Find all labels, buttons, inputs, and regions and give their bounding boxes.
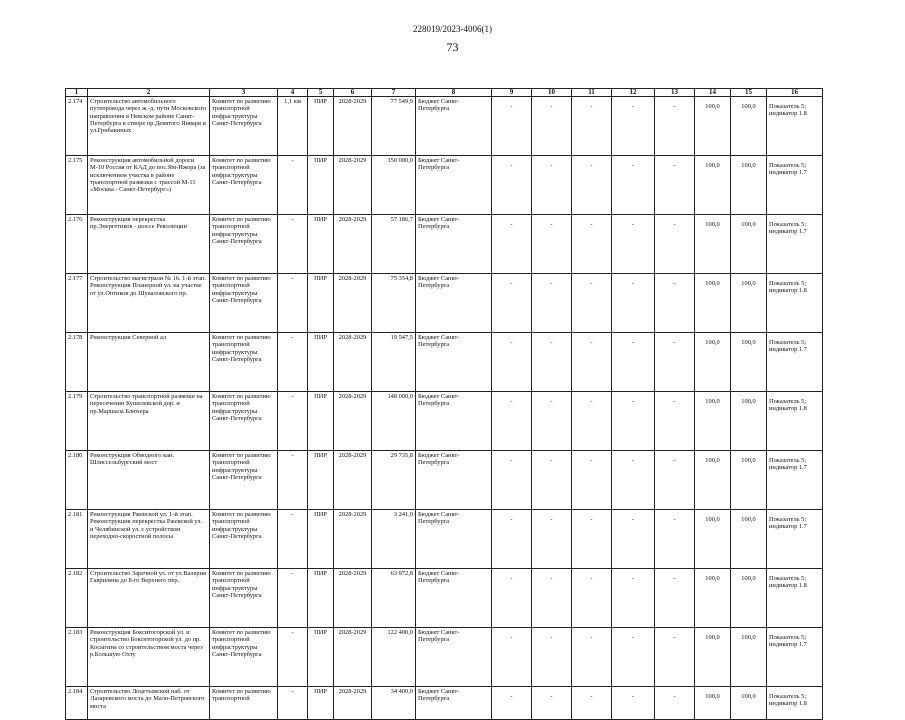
table-cell: Бюджет Санкт-Петербурга: [416, 392, 492, 451]
table-cell: -: [612, 156, 655, 215]
table-cell: 100,0: [731, 451, 767, 510]
column-number: 6: [334, 89, 372, 97]
table-cell: Реконструкция Бокситогорской ул. и строительство Бокситогорской ул. до пр. Косыгина со строительством моста через р.Большую Охту: [88, 628, 210, 687]
table-cell: -: [572, 333, 612, 392]
table-cell: 100,0: [731, 569, 767, 628]
table-cell: -: [492, 333, 532, 392]
table-cell: ПИР: [308, 215, 334, 274]
table-cell: -: [532, 628, 572, 687]
table-cell: Комитет по развитию транспортной: [210, 687, 278, 720]
table-cell: -: [655, 569, 695, 628]
table-cell: 77 549,9: [372, 97, 416, 156]
table-cell: -: [612, 274, 655, 333]
table-cell: 2.178: [66, 333, 88, 392]
table-cell: 100,0: [731, 392, 767, 451]
table-cell: 100,0: [695, 215, 731, 274]
table-cell: Комитет по развитию транспортной инфраструктуры Санкт-Петербурга: [210, 274, 278, 333]
table-cell: ПИР: [308, 451, 334, 510]
table-cell: -: [532, 215, 572, 274]
table-cell: 2.174: [66, 97, 88, 156]
table-cell: Строительство транспортной развязки на пересечении Кушелевской дор. и пр.Маршала Блюхера: [88, 392, 210, 451]
table-cell: 2.180: [66, 451, 88, 510]
table-row: [66, 333, 823, 392]
table-cell: -: [572, 510, 612, 569]
table-cell: 34 400,0: [372, 687, 416, 720]
table-cell: -: [612, 215, 655, 274]
table-cell: Показатель 5; индикатор 1.7: [767, 510, 823, 569]
table-cell: 148 000,0: [372, 392, 416, 451]
table-cell: 2028-2029: [334, 569, 372, 628]
table-cell: -: [278, 333, 308, 392]
table-cell: Бюджет Санкт-Петербурга: [416, 569, 492, 628]
table-cell: 2028-2029: [334, 687, 372, 720]
table-cell: -: [655, 156, 695, 215]
table-cell: 100,0: [731, 156, 767, 215]
table-cell: 100,0: [695, 274, 731, 333]
table-cell: -: [278, 156, 308, 215]
table-cell: -: [278, 451, 308, 510]
table-cell: 2.181: [66, 510, 88, 569]
table-cell: 2.182: [66, 569, 88, 628]
table-row: [66, 687, 823, 720]
table-cell: 100,0: [695, 392, 731, 451]
column-number: 15: [731, 89, 767, 97]
table-row: [66, 156, 823, 215]
table-cell: Комитет по развитию транспортной инфраструктуры Санкт-Петербурга: [210, 215, 278, 274]
table-cell: Комитет по развитию транспортной инфраструктуры Санкт-Петербурга: [210, 569, 278, 628]
table-cell: -: [492, 274, 532, 333]
table-cell: Комитет по развитию транспортной инфраструктуры Санкт-Петербурга: [210, 156, 278, 215]
table-cell: Реконструкция Обводного кан. Шлиссельбургский мост: [88, 451, 210, 510]
table-cell: -: [278, 569, 308, 628]
table-cell: -: [532, 392, 572, 451]
table-cell: Бюджет Санкт-Петербурга: [416, 333, 492, 392]
table-cell: -: [492, 215, 532, 274]
table-cell: Комитет по развитию транспортной инфраструктуры Санкт-Петербурга: [210, 628, 278, 687]
table-cell: Показатель 5; индикатор 1.7: [767, 451, 823, 510]
column-number: 2: [88, 89, 210, 97]
table-cell: Реконструкция перекрестка пр.Энергетиков - шоссе Революции: [88, 215, 210, 274]
table-cell: Комитет по развитию транспортной инфраструктуры Санкт-Петербурга: [210, 333, 278, 392]
table-cell: -: [492, 687, 532, 720]
table-cell: Показатель 5; индикатор 1.7: [767, 156, 823, 215]
table-cell: 3 241,0: [372, 510, 416, 569]
column-number: 11: [572, 89, 612, 97]
table-cell: 2028-2029: [334, 274, 372, 333]
column-number: 10: [532, 89, 572, 97]
table-cell: -: [655, 392, 695, 451]
table-cell: -: [278, 687, 308, 720]
table-cell: -: [278, 215, 308, 274]
table-cell: -: [492, 569, 532, 628]
table-cell: ПИР: [308, 392, 334, 451]
table-cell: Бюджет Санкт-Петербурга: [416, 215, 492, 274]
table-cell: Бюджет Санкт-Петербурга: [416, 451, 492, 510]
table-cell: -: [572, 687, 612, 720]
table-cell: -: [655, 274, 695, 333]
table-cell: -: [572, 215, 612, 274]
table-cell: 2028-2029: [334, 97, 372, 156]
table-cell: -: [655, 510, 695, 569]
table-cell: 100,0: [731, 333, 767, 392]
table-cell: Показатель 5; индикатор 1.7: [767, 333, 823, 392]
table-row: [66, 274, 823, 333]
table-cell: 100,0: [695, 569, 731, 628]
table-cell: Бюджет Санкт-Петербурга: [416, 274, 492, 333]
table-cell: Показатель 5; индикатор 1.7: [767, 628, 823, 687]
table-cell: 100,0: [731, 215, 767, 274]
table-cell: -: [572, 156, 612, 215]
table-cell: -: [612, 97, 655, 156]
table-cell: -: [532, 97, 572, 156]
table-cell: 100,0: [731, 510, 767, 569]
table-cell: 2028-2029: [334, 628, 372, 687]
table-cell: 2.179: [66, 392, 88, 451]
table-cell: 100,0: [695, 451, 731, 510]
column-number: 14: [695, 89, 731, 97]
table-cell: ПИР: [308, 510, 334, 569]
table-cell: -: [572, 628, 612, 687]
table-cell: 100,0: [695, 687, 731, 720]
table-cell: ПИР: [308, 97, 334, 156]
table-cell: Показатель 5; индикатор 1.8: [767, 97, 823, 156]
table-cell: 2.175: [66, 156, 88, 215]
table-cell: -: [655, 628, 695, 687]
column-number: 9: [492, 89, 532, 97]
table-cell: -: [278, 628, 308, 687]
column-number-row: [66, 89, 823, 97]
table-cell: -: [612, 333, 655, 392]
table-cell: -: [492, 392, 532, 451]
table-cell: Комитет по развитию транспортной инфраструктуры Санкт-Петербурга: [210, 451, 278, 510]
table-cell: 100,0: [731, 274, 767, 333]
table-cell: 100,0: [731, 628, 767, 687]
column-number: 7: [372, 89, 416, 97]
column-number: 13: [655, 89, 695, 97]
table-cell: 100,0: [695, 628, 731, 687]
table-cell: Строительство Заречной ул. от ул.Валерия Гаврилина до 8-го Верхнего пер.: [88, 569, 210, 628]
table-cell: -: [572, 392, 612, 451]
table-cell: Комитет по развитию транспортной инфраструктуры Санкт-Петербурга: [210, 510, 278, 569]
column-number: 3: [210, 89, 278, 97]
table-cell: Показатель 5; индикатор 1.8: [767, 687, 823, 720]
table-cell: Комитет по развитию транспортной инфраструктуры Санкт-Петербурга: [210, 392, 278, 451]
table-cell: -: [655, 215, 695, 274]
table-cell: Реконструкция автомобильной дороги М-10 Россия от КАД до пос.Ям-Ижора (за исключением участка в районе транспортной развязки с трассой М-11 «Москва - Санкт-Петербург»): [88, 156, 210, 215]
table-cell: -: [492, 628, 532, 687]
table-cell: -: [655, 451, 695, 510]
table-cell: ПИР: [308, 569, 334, 628]
table-row: [66, 510, 823, 569]
table-row: [66, 97, 823, 156]
table-cell: -: [492, 451, 532, 510]
table-cell: 100,0: [695, 97, 731, 156]
table-cell: -: [612, 392, 655, 451]
table-cell: -: [532, 569, 572, 628]
page-number: 73: [446, 40, 459, 54]
table-row: [66, 451, 823, 510]
table-cell: -: [612, 687, 655, 720]
table-cell: -: [612, 569, 655, 628]
table-cell: ПИР: [308, 333, 334, 392]
table-cell: 2.183: [66, 628, 88, 687]
column-number: 5: [308, 89, 334, 97]
column-number: 4: [278, 89, 308, 97]
table-cell: Бюджет Санкт-Петербурга: [416, 510, 492, 569]
table-cell: 100,0: [695, 333, 731, 392]
table-cell: 1,1 км: [278, 97, 308, 156]
table-row: [66, 215, 823, 274]
table-cell: 100,0: [731, 687, 767, 720]
table-cell: Реконструкция Ржевской ул. 1-й этап. Реконструкция перекрестка Ржевской ул. и Челябинской ул. с устройством переходно-скоростной полосы: [88, 510, 210, 569]
table-cell: -: [572, 569, 612, 628]
table-cell: -: [532, 333, 572, 392]
table-cell: 29 735,8: [372, 451, 416, 510]
table-cell: -: [532, 156, 572, 215]
table-cell: 63 972,8: [372, 569, 416, 628]
table-cell: Бюджет Санкт-Петербурга: [416, 628, 492, 687]
table-cell: 57 186,7: [372, 215, 416, 274]
column-number: 12: [612, 89, 655, 97]
data-table: [65, 88, 823, 720]
table-cell: 19 547,5: [372, 333, 416, 392]
table-cell: Строительство магистрали № 16. 1-й этап. Реконструкция Планерной ул. на участке от ул.Оптиков до Шуваловского пр.: [88, 274, 210, 333]
table-cell: ПИР: [308, 687, 334, 720]
table-cell: -: [278, 274, 308, 333]
table-cell: ПИР: [308, 274, 334, 333]
table-cell: 2.184: [66, 687, 88, 720]
column-number: 8: [416, 89, 492, 97]
table-cell: -: [278, 510, 308, 569]
table-cell: Строительство Лоцетьевской наб. от Лазаревского моста до Мало-Петровского моста: [88, 687, 210, 720]
table-cell: 2028-2029: [334, 392, 372, 451]
table-cell: 2028-2029: [334, 510, 372, 569]
table-cell: 100,0: [695, 510, 731, 569]
table-cell: Бюджет Санкт-Петербурга: [416, 156, 492, 215]
table-cell: 2.176: [66, 215, 88, 274]
table-cell: 2.177: [66, 274, 88, 333]
table-cell: -: [572, 97, 612, 156]
table-cell: Комитет по развитию транспортной инфраструктуры Санкт-Петербурга: [210, 97, 278, 156]
table-cell: -: [612, 628, 655, 687]
column-number: 1: [66, 89, 88, 97]
table-row: [66, 628, 823, 687]
table-cell: -: [532, 274, 572, 333]
table-cell: -: [532, 510, 572, 569]
table-cell: 100,0: [731, 97, 767, 156]
table-cell: 150 000,0: [372, 156, 416, 215]
table-cell: Бюджет Санкт-Петербурга: [416, 97, 492, 156]
table-cell: ПИР: [308, 628, 334, 687]
table-row: [66, 392, 823, 451]
table-cell: Реконструкция Северной ал: [88, 333, 210, 392]
table-cell: -: [572, 274, 612, 333]
table-cell: Показатель 5; индикатор 1.8: [767, 392, 823, 451]
table-cell: -: [492, 156, 532, 215]
table-cell: 75 354,8: [372, 274, 416, 333]
table-cell: -: [278, 392, 308, 451]
table-cell: Показатель 5; индикатор 1.8: [767, 274, 823, 333]
table-cell: 2028-2029: [334, 215, 372, 274]
table-cell: -: [492, 510, 532, 569]
table-cell: Строительство автомобильного путепровода через ж.-д. пути Московского направления в Невском районе Санкт-Петербурга в створе пр.Девятого Января и ул.Грибакиных: [88, 97, 210, 156]
table-cell: 2028-2029: [334, 451, 372, 510]
table-cell: -: [655, 97, 695, 156]
document-id: 228019/2023-4006(1): [413, 24, 492, 34]
table-cell: Показатель 5; индикатор 1.7: [767, 215, 823, 274]
table-cell: -: [532, 451, 572, 510]
table-cell: -: [612, 510, 655, 569]
table-cell: 2028-2029: [334, 333, 372, 392]
table-cell: -: [655, 333, 695, 392]
table-cell: -: [572, 451, 612, 510]
column-number: 16: [767, 89, 823, 97]
table-cell: 2028-2029: [334, 156, 372, 215]
table-cell: Бюджет Санкт-Петербурга: [416, 687, 492, 720]
table-cell: 100,0: [695, 156, 731, 215]
table-cell: -: [492, 97, 532, 156]
table-cell: ПИР: [308, 156, 334, 215]
table-cell: 122 400,0: [372, 628, 416, 687]
table-cell: -: [655, 687, 695, 720]
table-cell: -: [612, 451, 655, 510]
table-cell: -: [532, 687, 572, 720]
table-row: [66, 569, 823, 628]
table-cell: Показатель 5; индикатор 1.8: [767, 569, 823, 628]
